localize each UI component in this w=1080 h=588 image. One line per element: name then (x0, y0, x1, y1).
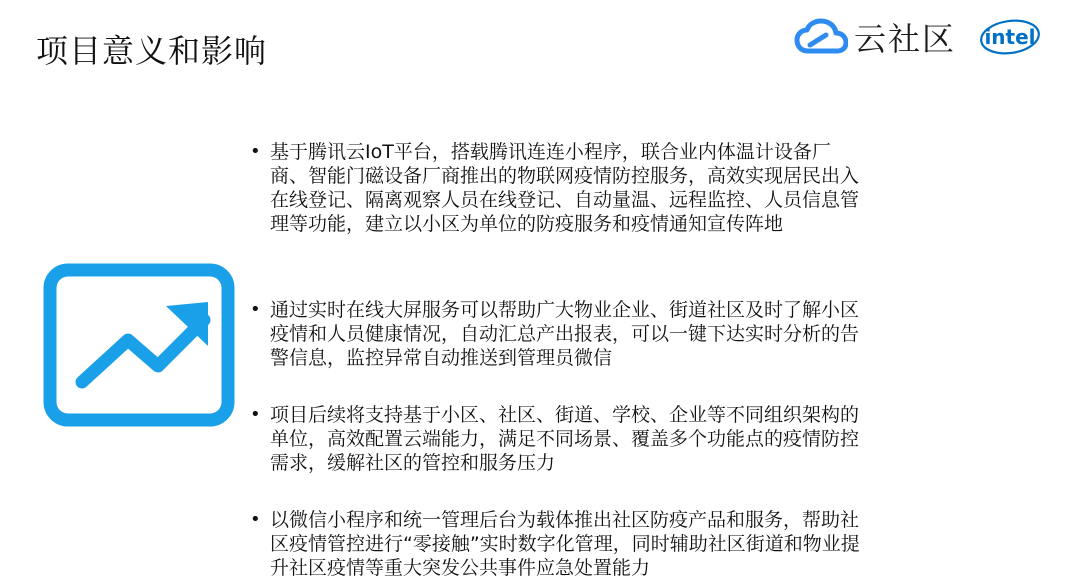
cloud-icon (794, 17, 848, 57)
page-title: 项目意义和影响 (36, 32, 268, 70)
bullet-item-3: • 项目后续将支持基于小区、社区、街道、学校、企业等不同组织架构的单位，高效配置云端能力，满足不同场景、覆盖多个功能点的疫情防控需求，缓解社区的管控和服务压力 (248, 403, 868, 475)
intel-logo-text: intel (984, 25, 1036, 49)
bullet-item-2: • 通过实时在线大屏服务可以帮助广大物业企业、街道社区及时了解小区疫情和人员健康情况，自动汇总产出报表，可以一键下达实时分析的告警信息，监控异常自动推送到管理员微信 (248, 298, 868, 370)
trend-up-chart-icon (42, 262, 236, 428)
bullet-item-1: • 基于腾讯云IoT平台，搭载腾讯连连小程序，联合业内体温计设备厂商、智能门磁设备厂商推出的物联网疫情防控服务，高效实现居民出入在线登记、隔离观察人员在线登记、自动量温、远程监控、人员信息管理等功能，建立以小区为单位的防疫服务和疫情通知宣传阵地 (248, 140, 868, 260)
bullet-list (248, 140, 868, 580)
brand-logos (794, 14, 1042, 60)
cloud-logo-text: 云社区 (853, 20, 956, 58)
bullet-item-4: • 以微信小程序和统一管理后台为载体推出社区防疫产品和服务，帮助社区疫情管控进行“零接触”实时数字化管理，同时辅助社区街道和物业提升社区疫情等重大突发公共事件应急处置能力 (248, 508, 868, 580)
cloud-community-logo (794, 14, 956, 60)
intel-logo (978, 17, 1042, 57)
